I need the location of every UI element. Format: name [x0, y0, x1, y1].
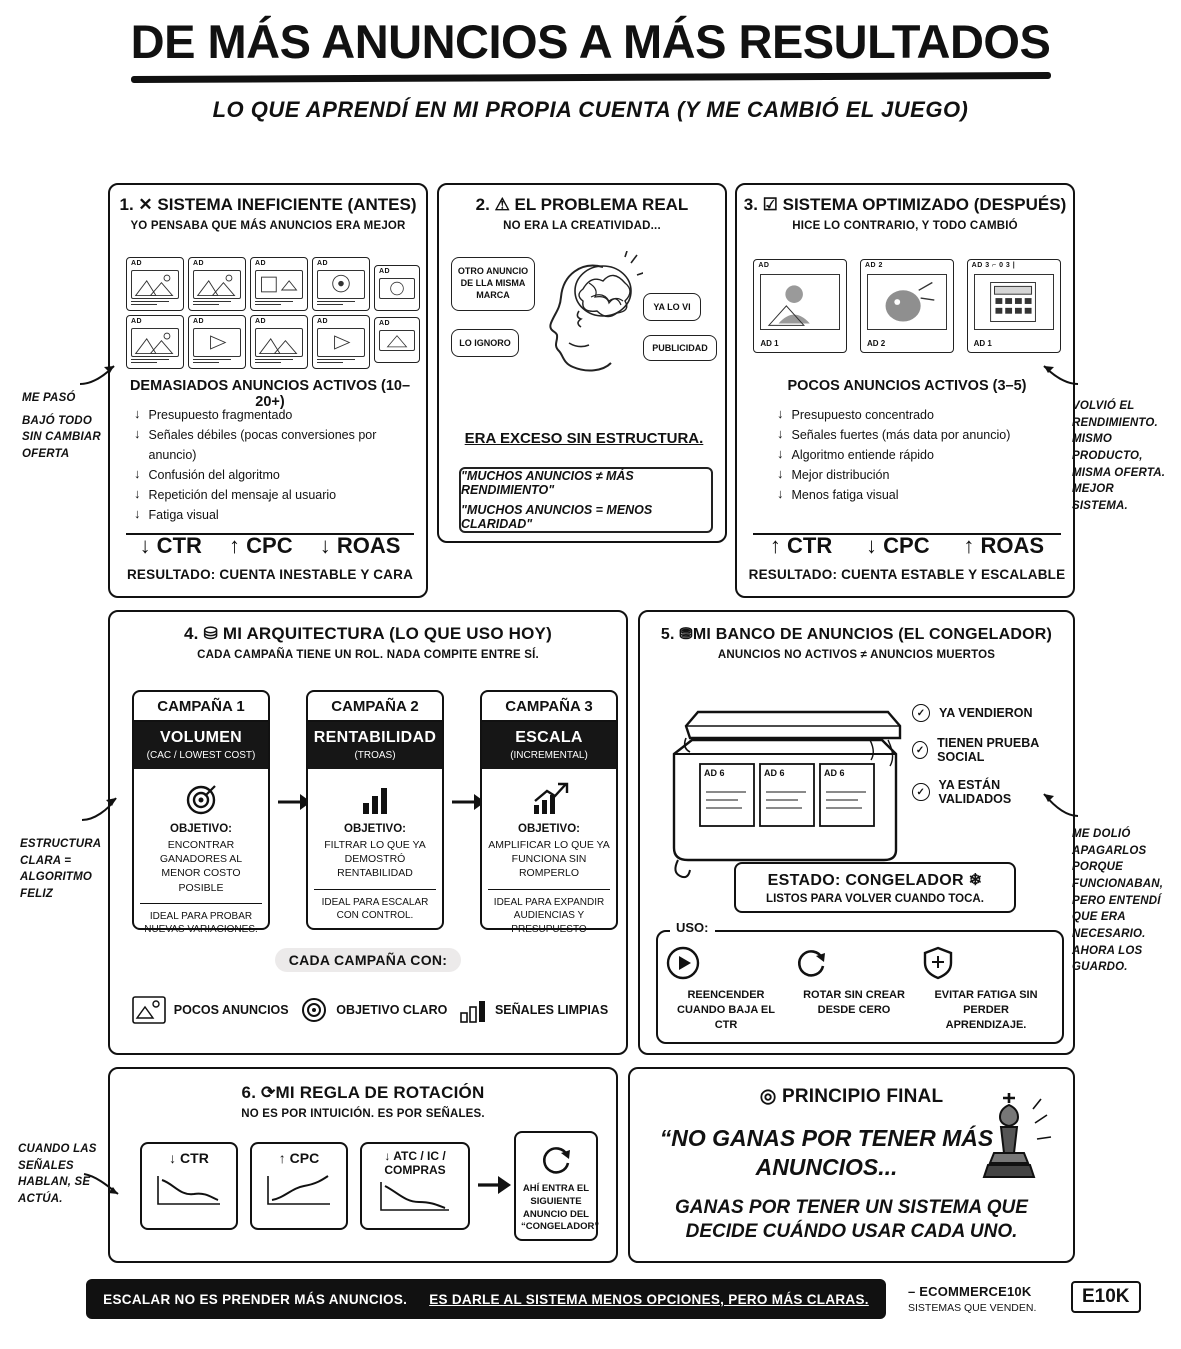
panel-4-title: 4. ⛁ MI ARQUITECTURA (LO QUE USO HOY) [184, 624, 552, 643]
panel-6-subtitle: NO ES POR INTUICIÓN. ES POR SEÑALES. [241, 1108, 485, 1120]
campaign-2-tag: (TROAS) [354, 750, 396, 761]
ad-card-label: AD 3 ⌐ 0 3 | [971, 262, 1016, 269]
with-item-senales-limpias [459, 997, 608, 1023]
campaign-3-objective: AMPLIFICAR LO QUE YA FUNCIONA SIN ROMPERLO [488, 839, 610, 880]
panel-7-quote-2: GANAS POR TENER UN SISTEMA QUE DECIDE CUÁNDO USAR CADA UNO. [675, 1196, 1028, 1243]
uso-items [662, 946, 1054, 1033]
campaign-2-name-block [308, 722, 442, 769]
bubble-ya-lo-vi: YA LO VI [653, 302, 691, 312]
ad-label: AD [317, 318, 329, 325]
rotation-metric-cpc [250, 1142, 348, 1230]
campaign-1-objective: ENCONTRAR GANADORES AL MENOR COSTO POSIBLE [159, 839, 243, 894]
campaign-1-name-block [134, 722, 268, 769]
down-arrow-icon: ↓ [134, 426, 141, 441]
page-title: DE MÁS ANUNCIOS A MÁS RESULTADOS [130, 15, 1051, 68]
trend-down-icon [154, 1170, 224, 1210]
down-arrow-icon: ↓ [777, 466, 784, 481]
ad-label: AD [379, 268, 391, 275]
panel-2-statement: ERA EXCESO SIN ESTRUCTURA. [464, 430, 704, 447]
down-arrow-icon: ↓ [134, 506, 141, 521]
ad-label: AD [255, 318, 267, 325]
panel-7-title: ◎ PRINCIPIO FINAL [759, 1086, 944, 1107]
check-icon: ✓ [912, 783, 930, 801]
panel-3-sistema-optimizado [735, 183, 1075, 598]
list-item: ↓ Confusión del algoritmo [134, 466, 280, 482]
panel-1-ad-grid [122, 257, 418, 367]
footer-line-b: ES DARLE AL SISTEMA MENOS OPCIONES, PERO MÁS CLARAS. [429, 1291, 869, 1307]
ad-label: AD [131, 260, 143, 267]
rotation-metric-label: ↓ CTR [169, 1150, 209, 1166]
with-item-label: POCOS ANUNCIOS [173, 1003, 289, 1017]
campaign-2-ideal: IDEAL PARA ESCALAR CON CONTROL. [314, 889, 436, 923]
signal-bars-icon [459, 997, 487, 1023]
panel-3-ad-cards [747, 259, 1067, 369]
ad-card-sublabel: AD 1 [973, 339, 992, 348]
campaign-1-name: VOLUMEN [159, 729, 243, 746]
panel-3-result: RESULTADO: CUENTA ESTABLE Y ESCALABLE [748, 567, 1066, 582]
rotation-metric-ctr [140, 1142, 238, 1230]
infographic-page [0, 15, 1181, 1349]
bubble-publicidad: PUBLICIDAD [652, 343, 708, 353]
uso-item-label: EVITAR FATIGA SIN PERDER APRENDIZAJE. [934, 989, 1038, 1031]
check-icon: ✓ [912, 741, 928, 759]
arrow-left-2 [80, 790, 120, 824]
metric-roas: ↑ ROAS [963, 533, 1045, 558]
uso-label: USO: [670, 920, 715, 935]
note-body: BAJÓ TODO SIN CAMBIAR OFERTA [22, 414, 101, 461]
metric-ctr: ↑ CTR [769, 533, 833, 558]
panel-2-illustration [447, 251, 721, 381]
campaign-3-name-block [482, 722, 616, 769]
campaign-card-1 [132, 690, 270, 936]
campaign-1-tag: (CAC / LOWEST COST) [146, 750, 256, 761]
panel-1-title: 1. ✕ SISTEMA INEFICIENTE (ANTES) [119, 195, 417, 214]
ad-label: AD [131, 318, 143, 325]
campaign-3-objective-label: OBJETIVO: [518, 823, 580, 835]
footer-line-a: ESCALAR NO ES PRENDER MÁS ANUNCIOS. [103, 1291, 408, 1307]
estado-title: ESTADO: CONGELADOR ❄ [767, 872, 983, 889]
note-me-paso [22, 390, 108, 463]
uso-item-label: REENCENDER CUANDO BAJA EL CTR [677, 989, 775, 1031]
panel-3-metrics [753, 533, 1061, 559]
list-item: ↓ Menos fatiga visual [777, 486, 899, 502]
check-prueba-social [912, 736, 1072, 764]
list-item: ↓ Presupuesto fragmentado [134, 406, 293, 422]
chess-king-icon [969, 1083, 1055, 1203]
panel-1-subtitle: YO PENSABA QUE MÁS ANUNCIOS ERA MEJOR [130, 219, 406, 232]
rotation-metric-label: ↑ CPC [278, 1150, 320, 1166]
brand-credit [908, 1284, 1036, 1314]
note-title: ME PASÓ [22, 392, 76, 404]
footer-band [86, 1279, 886, 1319]
growth-arrow-icon [527, 779, 571, 819]
rotate-icon [539, 1143, 573, 1177]
head-brain-icon [533, 251, 643, 377]
panel-1-result: RESULTADO: CUENTA INESTABLE Y CARA [126, 567, 414, 582]
list-item: ↓ Algoritmo entiende rápido [777, 446, 934, 462]
target-icon [181, 779, 221, 819]
panel-3-title: 3. ☑ SISTEMA OPTIMIZADO (DESPUÉS) [743, 195, 1067, 214]
rotation-metric-label: ↓ ATC / IC / COMPRAS [384, 1149, 446, 1177]
rotation-metric-atc [360, 1142, 470, 1230]
uso-item-rotar [794, 946, 914, 1033]
cada-campana-con-title: CADA CAMPAÑA CON: [275, 948, 462, 972]
check-icon: ✓ [912, 704, 930, 722]
check-label: YA VENDIERON [939, 706, 1033, 720]
panel-5-subtitle: ANUNCIOS NO ACTIVOS ≠ ANUNCIOS MUERTOS [717, 649, 996, 661]
campaign-1-ideal: IDEAL PARA PROBAR NUEVAS VARIACIONES. [140, 903, 262, 937]
note-estructura-clara: ESTRUCTURA CLARA = ALGORITMO FELIZ [20, 838, 101, 901]
quote-1: "MUCHOS ANUNCIOS ≠ MÁS RENDIMIENTO" [461, 469, 634, 497]
ad-label: AD [193, 260, 205, 267]
panel-1-bullets [134, 405, 419, 525]
brand-logo: E10K [1071, 1281, 1141, 1313]
check-ya-vendieron [912, 704, 1072, 722]
panel-2-quote-box [459, 467, 713, 533]
list-item: ↓ Señales fuertes (más data por anuncio) [777, 426, 1011, 442]
metric-roas: ↓ ROAS [319, 533, 401, 558]
panel-4-subtitle: CADA CAMPAÑA TIENE UN ROL. NADA COMPITE ENTRE SÍ. [197, 649, 539, 661]
with-item-label: OBJETIVO CLARO [336, 1003, 448, 1017]
campaign-2-objective: FILTRAR LO QUE YA DEMOSTRÓ RENTABILIDAD [324, 839, 426, 880]
ad-label: AD [379, 320, 391, 327]
arrow-right-1 [1038, 358, 1080, 388]
freezer-card-label: AD 6 [764, 768, 785, 778]
note-cuando-senales-hablan: CUANDO LAS SEÑALES HABLAN, SE ACTÚA. [18, 1143, 97, 1206]
rotation-outcome-box [514, 1131, 598, 1241]
quote-2: "MUCHOS ANUNCIOS = MENOS CLARIDAD" [461, 503, 653, 531]
list-item: ↓ Fatiga visual [134, 506, 219, 522]
with-item-label: SEÑALES LIMPIAS [494, 1003, 609, 1017]
down-arrow-icon: ↓ [777, 446, 784, 461]
ad-label: AD [255, 260, 267, 267]
ad-label: AD [193, 318, 205, 325]
freezer-card-label: AD 6 [824, 768, 845, 778]
panel-1-sistema-ineficiente [108, 183, 428, 598]
panel-3-bullets [777, 405, 1067, 505]
panel-6-title: 6. ⟳MI REGLA DE ROTACIÓN [241, 1083, 485, 1102]
title-underline [130, 72, 1050, 83]
panel-3-heading: POCOS ANUNCIOS ACTIVOS (3–5) [787, 378, 1027, 394]
metric-ctr: ↓ CTR [139, 533, 202, 558]
down-arrow-icon: ↓ [134, 406, 141, 421]
rotate-icon [794, 946, 914, 980]
cada-campana-con-items [126, 996, 614, 1024]
metric-cpc: ↑ CPC [229, 533, 293, 558]
panel-2-problema-real [437, 183, 727, 543]
campaign-3-head: CAMPAÑA 3 [482, 692, 616, 722]
panel-2-title: 2. ⚠ EL PROBLEMA REAL [475, 195, 689, 214]
ad-label: AD [317, 260, 329, 267]
campaign-2-head: CAMPAÑA 2 [308, 692, 442, 722]
campaign-3-ideal: IDEAL PARA EXPANDIR AUDIENCIAS Y PRESUPUESTO [488, 889, 610, 937]
campaign-card-3 [480, 690, 618, 935]
panel-1-heading: DEMASIADOS ANUNCIOS ACTIVOS (10–20+) [129, 378, 411, 410]
down-arrow-icon: ↓ [777, 426, 784, 441]
panel-1-metrics [126, 533, 414, 559]
check-label: TIENEN PRUEBA SOCIAL [937, 736, 1039, 764]
campaign-3-tag: (INCREMENTAL) [510, 750, 588, 761]
bubble-lo-ignoro: LO IGNORO [459, 338, 511, 348]
arrow-to-outcome [478, 1174, 512, 1196]
panel-2-subtitle: NO ERA LA CREATIVIDAD... [503, 219, 661, 232]
trend-down-icon [377, 1180, 453, 1214]
list-item: ↓ Presupuesto concentrado [777, 406, 934, 422]
arrow-left-3 [82, 1168, 122, 1200]
rotation-outcome-text: AHÍ ENTRA EL SIGUIENTE ANUNCIO DEL “CONGELADOR” [521, 1183, 600, 1233]
target-icon [300, 996, 328, 1024]
uso-item-evitar-fatiga [922, 946, 1050, 1033]
brand-tagline: SISTEMAS QUE VENDEN. [908, 1302, 1037, 1314]
ad-card-icon [132, 996, 166, 1024]
estado-congelador-box [734, 862, 1016, 913]
ad-card-sublabel: AD 2 [866, 339, 886, 348]
note-volvio-rendimiento: VOLVIÓ EL RENDIMIENTO. MISMO PRODUCTO, MISMA OFERTA. MEJOR SISTEMA. [1072, 400, 1166, 513]
brand-name: – ECOMMERCE10K [908, 1284, 1032, 1299]
with-item-objetivo-claro [300, 996, 447, 1024]
arrow-right-2 [1038, 786, 1080, 820]
check-label: YA ESTÁN VALIDADOS [938, 778, 1012, 806]
campaign-1-head: CAMPAÑA 1 [134, 692, 268, 722]
panel-5-title: 5. ⛃MI BANCO DE ANUNCIOS (EL CONGELADOR) [660, 626, 1053, 643]
note-me-dolio-apagarlos: ME DOLIÓ APAGARLOS PORQUE FUNCIONABAN, PERO ENTENDÍ QUE ERA NECESARIO. AHORA LOS GUARDO. [1072, 828, 1164, 974]
estado-sub: LISTOS PARA VOLVER CUANDO TOCA. [766, 893, 984, 905]
panel-5-banco-de-anuncios [638, 610, 1075, 1055]
freezer-illustration [656, 680, 906, 880]
campaign-card-2 [306, 690, 444, 930]
list-item: ↓ Repetición del mensaje al usuario [134, 486, 337, 502]
campaign-2-objective-label: OBJETIVO: [344, 823, 406, 835]
panel-7-principio-final [628, 1067, 1075, 1263]
ad-card-label: AD [758, 262, 770, 269]
campaign-3-name: ESCALA [515, 729, 583, 746]
panel-4-arquitectura [108, 610, 628, 1055]
campaign-1-objective-label: OBJETIVO: [170, 823, 232, 835]
ad-card-sublabel: AD 1 [760, 339, 779, 348]
ad-card-label: AD 2 [864, 262, 883, 269]
play-icon [666, 946, 786, 980]
with-item-pocos-anuncios [132, 996, 289, 1024]
list-item: ↓ Mejor distribución [777, 466, 890, 482]
bar-chart-icon [355, 779, 395, 819]
list-item: ↓ Señales débiles (pocas conversiones por anuncio) [134, 426, 377, 462]
panel-6-regla-de-rotacion [108, 1067, 618, 1263]
down-arrow-icon: ↓ [134, 486, 141, 501]
panel-7-quote: “NO GANAS POR TENER MÁS ANUNCIOS... [659, 1125, 994, 1180]
arrow-left-1 [78, 358, 118, 388]
uso-item-reencender [666, 946, 786, 1033]
down-arrow-icon: ↓ [777, 486, 784, 501]
uso-item-label: ROTAR SIN CREAR DESDE CERO [803, 989, 905, 1016]
page-subtitle: LO QUE APRENDÍ EN MI PROPIA CUENTA (Y ME CAMBIÓ EL JUEGO) [212, 97, 969, 122]
metric-cpc: ↓ CPC [866, 533, 930, 558]
panel-3-subtitle: HICE LO CONTRARIO, Y TODO CAMBIÓ [792, 219, 1018, 232]
freezer-card-label: AD 6 [704, 768, 725, 778]
trend-up-icon [264, 1170, 334, 1210]
campaign-2-name: RENTABILIDAD [313, 729, 437, 746]
down-arrow-icon: ↓ [134, 466, 141, 481]
shield-icon [922, 946, 1050, 980]
bubble-otro-anuncio: OTRO ANUNCIO DE LLA MISMA MARCA [457, 266, 529, 300]
down-arrow-icon: ↓ [777, 406, 784, 421]
